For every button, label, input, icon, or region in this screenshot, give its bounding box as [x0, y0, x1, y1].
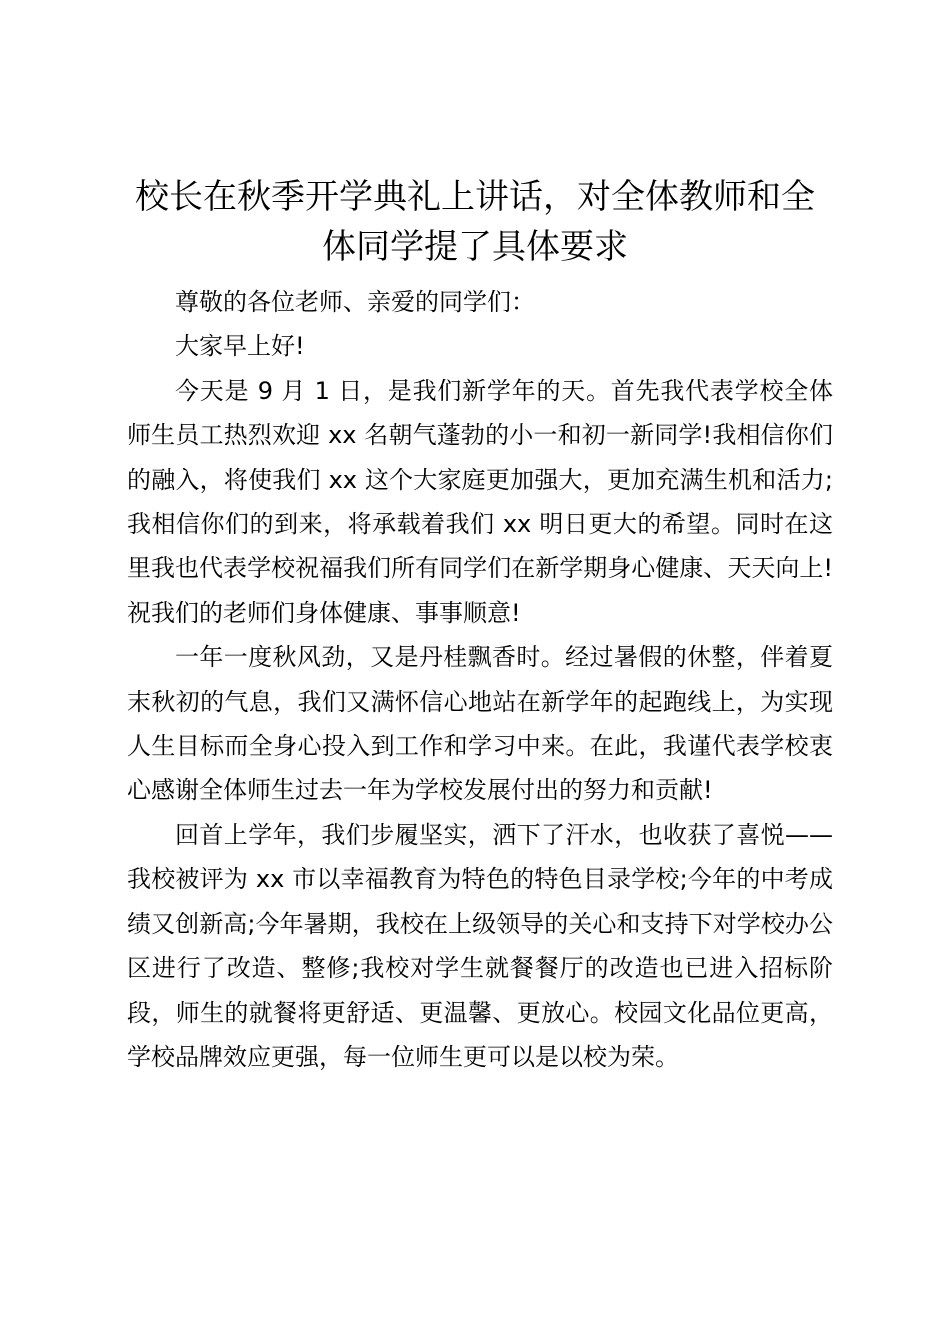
autumn-paragraph: 一年一度秋风劲，又是丹桂飘香时。经过暑假的休整，伴着夏末秋初的气息，我们又满怀信心地站在新学年的起跑线上，为实现人生目标而全身心投入到工作和学习中来。在此，我谨代表学校衷心感谢全体师生过去一年为学校发展付出的努力和贡献! — [127, 643, 833, 805]
document-body — [127, 280, 833, 1079]
salutation-paragraph: 尊敬的各位老师、亲爱的同学们： — [175, 288, 535, 316]
welcome-paragraph: 今天是 9 月 1 日，是我们新学年的天。首先我代表学校全体师生员工热烈欢迎 xx 名朝气蓬勃的小一和初一新同学!我相信你们的融入，将使我们 xx 这个大家庭更加强大，更加充满生机和活力;我相信你们的到来，将承载着我们 xx 明日更大的希望。同时在这里我也代表学校祝福我们所有同学们在新学期身心健康、天天向上!祝我们的老师们身体健康、事事顺意! — [127, 376, 833, 627]
greeting-paragraph: 大家早上好! — [175, 332, 305, 361]
document-title: 校长在秋季开学典礼上讲话，对全体教师和全体同学提了具体要求 — [135, 177, 815, 267]
review-paragraph: 回首上学年，我们步履坚实，洒下了汗水，也收获了喜悦——我校被评为 xx 市以幸福教育为特色的特色目录学校;今年的中考成绩又创新高;今年暑期，我校在上级领导的关心和支持下对学校办公区进行了改造、整修;我校对学生就餐餐厅的改造也已进入招标阶段，师生的就餐将更舒适、更温馨、更放心。校园文化品位更高，学校品牌效应更强，每一位师生更可以是以校为荣。 — [127, 820, 833, 1071]
